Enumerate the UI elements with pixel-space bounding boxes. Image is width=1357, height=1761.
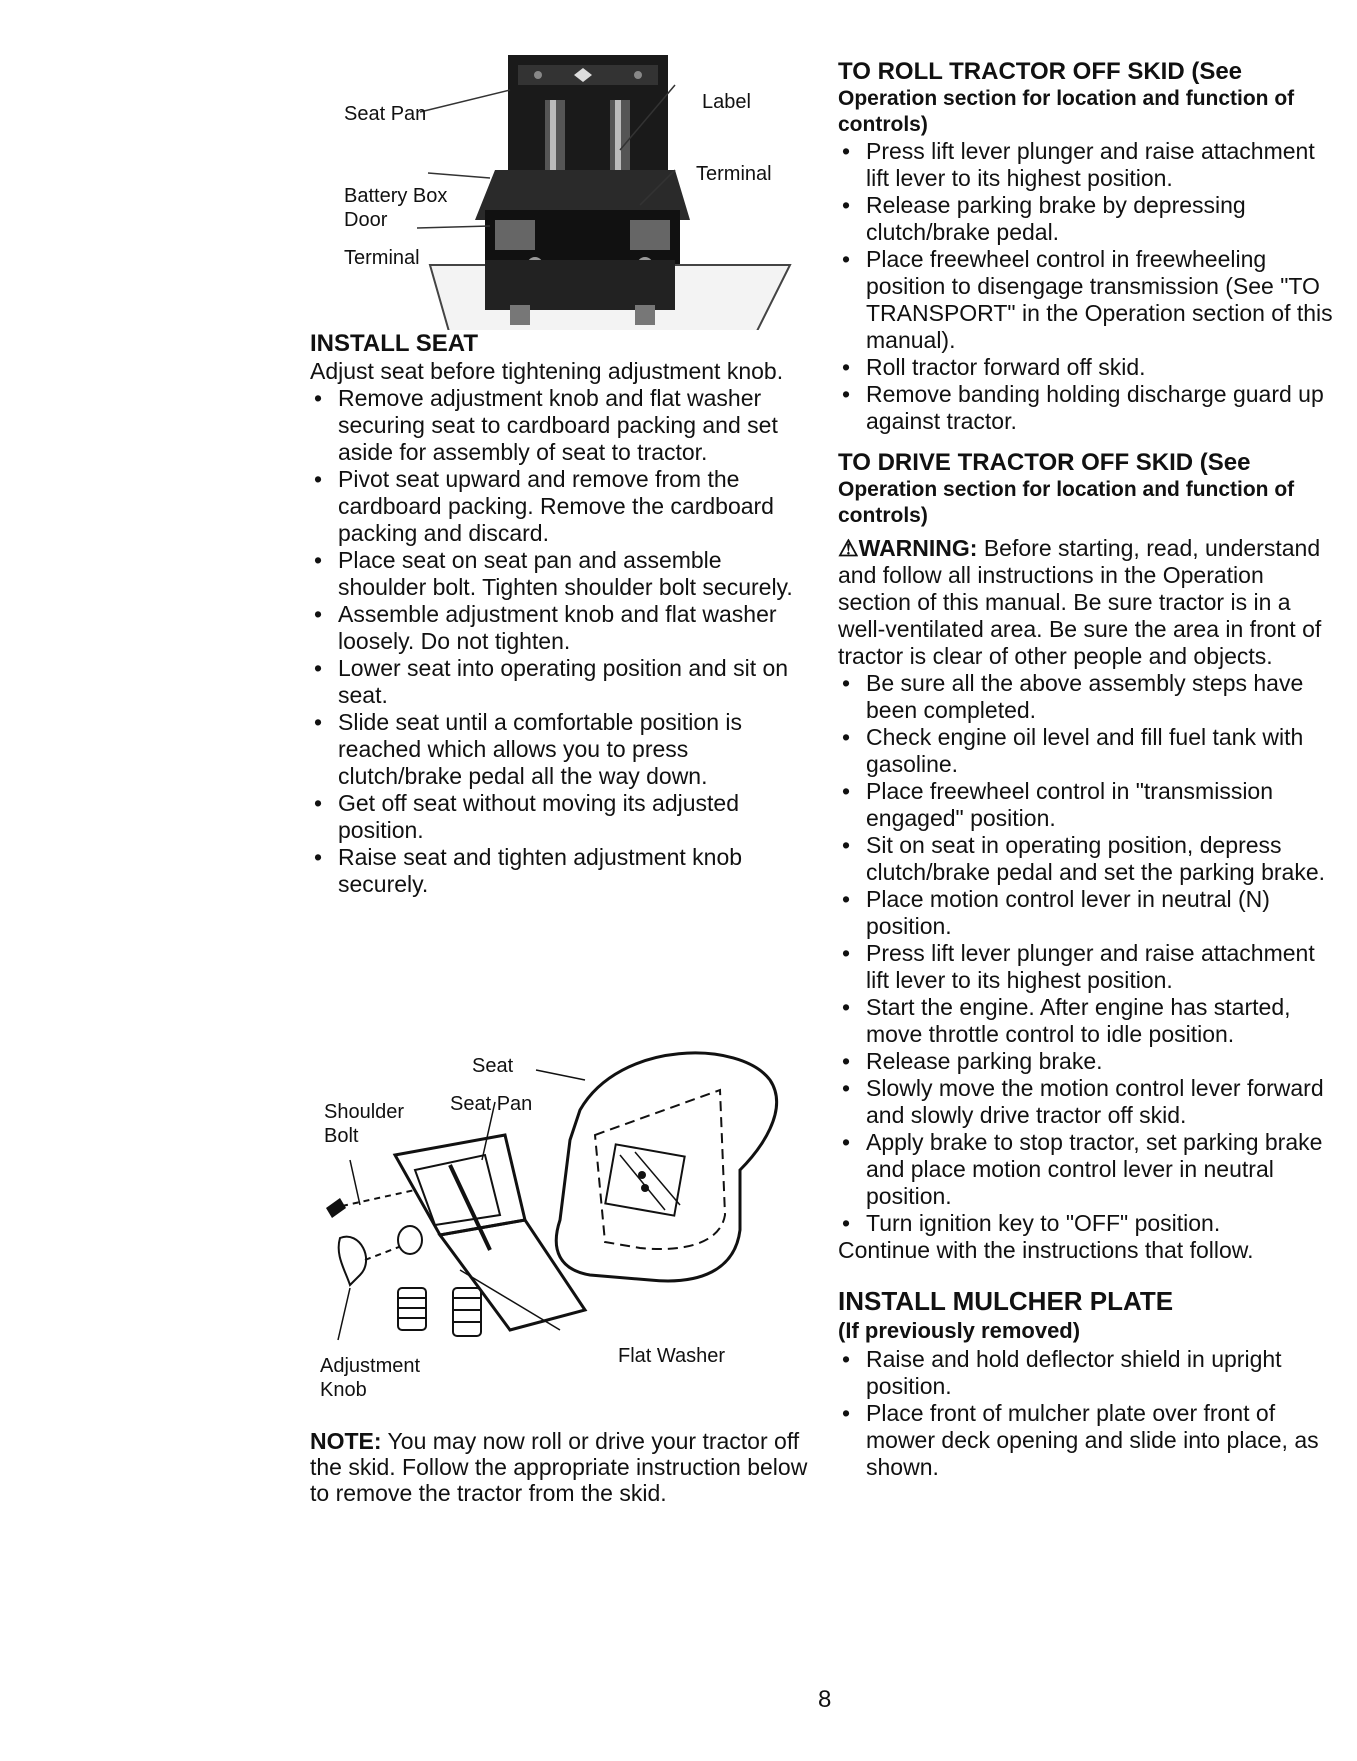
list-item: • Place motion control lever in neutral (N) position. [838,886,1338,940]
label-terminal-right: Terminal [696,163,772,185]
list-item: • Place front of mulcher plate over front of mower deck opening and slide into place, as shown. [838,1400,1338,1481]
list-item: • Press lift lever plunger and raise attachment lift lever to its highest position. [838,138,1338,192]
list-item: • Check engine oil level and fill fuel tank with gasoline. [838,724,1338,778]
list-item: • Remove banding holding discharge guard up against tractor. [838,381,1338,435]
list-item: • Slowly move the motion control lever forward and slowly drive tractor off skid. [838,1075,1338,1129]
list-item: • Pivot seat upward and remove from the cardboard packing. Remove the cardboard packing and discard. [310,466,815,547]
drive-off-list [838,670,1338,1237]
mulcher-list [838,1346,1338,1481]
list-item: • Lower seat into operating position and sit on seat. [310,655,815,709]
note-text: You may now roll or drive your tractor off the skid. Follow the appropriate instruction below to remove the tractor from the skid. [310,1428,808,1506]
label-shoulder-bolt: Shoulder Bolt [324,1101,405,1147]
mulcher-heading: INSTALL MULCHER PLATE [838,1286,1174,1316]
list-item: • Slide seat until a comfortable position is reached which allows you to press clutch/brake pedal all the way down. [310,709,815,790]
continue-text: Continue with the instructions that follow. [838,1237,1254,1263]
list-item: • Place freewheel control in "transmission engaged" position. [838,778,1338,832]
list-item: • Assemble adjustment knob and flat washer loosely. Do not tighten. [310,601,815,655]
list-item: • Sit on seat in operating position, depress clutch/brake pedal and set the parking brake. [838,832,1338,886]
label-flat-washer: Flat Washer [618,1345,726,1367]
warning-icon: ⚠ [838,535,859,561]
list-item: • Place freewheel control in freewheeling position to disengage transmission (See "TO TRANSPORT" in the Operation section of this manual). [838,246,1338,354]
install-seat-heading: INSTALL SEAT [310,330,478,357]
label-battery-box-door: Battery Box Door [344,185,448,231]
list-item: • Turn ignition key to "OFF" position. [838,1210,1338,1237]
roll-off-subheading: Operation section for location and function of controls) [838,87,1295,136]
list-item: • Raise and hold deflector shield in upright position. [838,1346,1338,1400]
list-item: • Roll tractor forward off skid. [838,354,1338,381]
note-label: NOTE: [310,1428,382,1454]
drive-off-subheading: Operation section for location and function of controls) [838,478,1295,527]
list-item: • Be sure all the above assembly steps have been completed. [838,670,1338,724]
note-block [310,1428,815,1506]
roll-off-heading: TO ROLL TRACTOR OFF SKID (See [838,58,1243,85]
list-item: • Start the engine. After engine has started, move throttle control to idle position. [838,994,1338,1048]
label-adjustment-knob: Adjustment Knob [320,1355,421,1401]
drive-off-heading: TO DRIVE TRACTOR OFF SKID (See [838,449,1251,476]
install-seat-intro: Adjust seat before tightening adjustment knob. [310,358,784,384]
roll-off-list [838,138,1338,435]
label-seat: Seat [472,1055,514,1077]
left-column [310,330,815,898]
warning-label: WARNING: [858,535,978,561]
label-seat-pan-2: Seat Pan [450,1093,533,1115]
list-item: • Remove adjustment knob and flat washer securing seat to cardboard packing and set aside for assembly of seat to tractor. [310,385,815,466]
warning-text: Before starting, read, understand and follow all instructions in the Operation section of this manual. Be sure tractor is in a well-ventilated area. Be sure the area in front of tractor is clear of other people and objects. [838,535,1322,669]
list-item: • Raise seat and tighten adjustment knob securely. [310,844,815,898]
warning-paragraph [838,535,1338,670]
spring-left [398,1288,426,1330]
label-label: Label [702,91,751,113]
right-column [838,58,1338,1481]
battery-figure [320,50,810,330]
list-item: • Release parking brake by depressing clutch/brake pedal. [838,192,1338,246]
label-seat-pan: Seat Pan [344,103,427,125]
seat-assembly-figure [320,1020,810,1420]
mulcher-subheading: (If previously removed) [838,1318,1081,1343]
label-terminal-left: Terminal [344,247,420,269]
page-number: 8 [818,1686,832,1713]
spring-right [453,1288,481,1336]
list-item: • Release parking brake. [838,1048,1338,1075]
list-item: • Press lift lever plunger and raise attachment lift lever to its highest position. [838,940,1338,994]
list-item: • Apply brake to stop tractor, set parking brake and place motion control lever in neutral position. [838,1129,1338,1210]
list-item: • Get off seat without moving its adjusted position. [310,790,815,844]
list-item: • Place seat on seat pan and assemble shoulder bolt. Tighten shoulder bolt securely. [310,547,815,601]
install-seat-list [310,385,815,898]
